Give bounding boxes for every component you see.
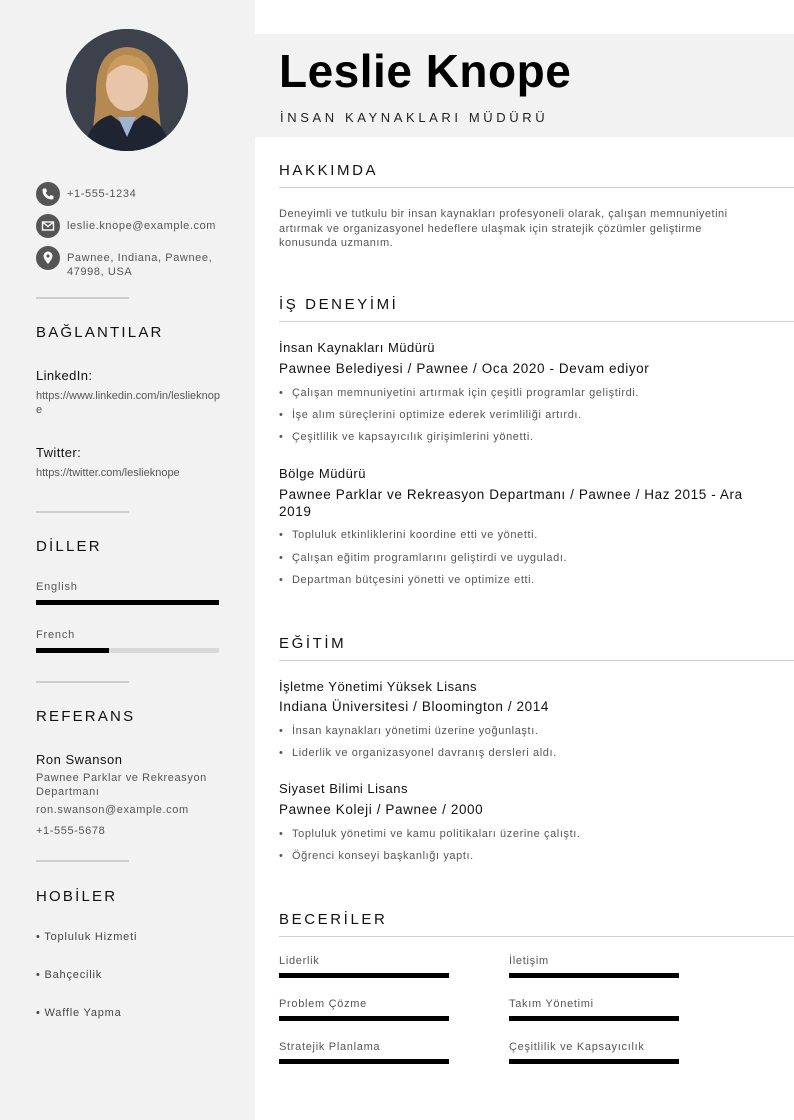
job-title: İNSAN KAYNAKLARI MÜDÜRÜ: [280, 110, 549, 125]
job-entry-subtitle: Pawnee Belediyesi / Pawnee / Oca 2020 - Devam ediyor: [279, 361, 650, 376]
job-entry-title: Bölge Müdürü: [279, 466, 366, 481]
sidebar: [0, 0, 255, 1120]
hobby-item: • Waffle Yapma: [36, 1007, 122, 1019]
profile-photo: [66, 29, 188, 151]
language-bar: [36, 600, 219, 605]
job-bullet: • Çalışan eğitim programlarını geliştirdi ve uyguladı.: [279, 552, 567, 564]
education-bullet: • Liderlik ve organizasyonel davranış dersleri aldı.: [279, 747, 557, 759]
skill-bar: [509, 1059, 679, 1064]
job-bullet: • Departman bütçesini yönetti ve optimize etti.: [279, 574, 535, 586]
education-bullet: • Topluluk yönetimi ve kamu politikaları üzerine çalıştı.: [279, 828, 581, 840]
reference-org: Pawnee Parklar ve Rekreasyon Departmanı: [36, 772, 207, 798]
divider: [36, 860, 129, 862]
section-rule: [279, 187, 794, 188]
job-bullet: • Çalışan memnuniyetini artırmak için çeşitli programlar geliştirdi.: [279, 387, 639, 399]
contact-email: [36, 214, 236, 238]
skill-name: Takım Yönetimi: [509, 998, 594, 1010]
twitter-label: Twitter:: [36, 445, 82, 460]
skill-name: Problem Çözme: [279, 998, 367, 1010]
education-entry-subtitle: Pawnee Koleji / Pawnee / 2000: [279, 802, 484, 817]
contact-address: [36, 246, 236, 279]
portrait-image: [66, 29, 188, 151]
skills-heading: BECERİLER: [279, 911, 388, 928]
job-bullet: • Topluluk etkinliklerini koordine etti ve yönetti.: [279, 529, 538, 541]
education-entry-title: İşletme Yönetimi Yüksek Lisans: [279, 679, 478, 694]
job-entry-title: İnsan Kaynakları Müdürü: [279, 340, 436, 355]
location-icon: [36, 246, 60, 270]
education-entry-subtitle: Indiana Üniversitesi / Bloomington / 2014: [279, 699, 549, 714]
language-bar-fill: [36, 648, 109, 653]
divider: [36, 297, 129, 299]
about-text: Deneyimli ve tutkulu bir insan kaynakları profesyoneli olarak, çalışan memnuniyetini artırmak ve organizasyonel hedeflere ulaşmak için stratejik çözümler geliştirme konusunda uzmanım.: [279, 208, 728, 249]
hobbies-heading: HOBİLER: [36, 888, 118, 905]
language-bar: [36, 648, 219, 653]
language-name: French: [36, 629, 76, 641]
skill-name: Liderlik: [279, 955, 320, 967]
reference-email: ron.swanson@example.com: [36, 804, 189, 816]
job-entry-subtitle: Pawnee Parklar ve Rekreasyon Departmanı / Pawnee / Haz 2015 - Ara 2019: [279, 487, 743, 519]
language-name: English: [36, 581, 78, 593]
skill-name: İletişim: [509, 955, 549, 967]
phone-icon: [36, 182, 60, 206]
experience-heading: İŞ DENEYİMİ: [279, 296, 399, 313]
full-name: Leslie Knope: [279, 45, 572, 97]
contact-list: [36, 182, 236, 287]
email-text: leslie.knope@example.com: [67, 220, 217, 232]
about-heading: HAKKIMDA: [279, 162, 379, 179]
skill-name: Stratejik Planlama: [279, 1041, 381, 1053]
contact-phone: [36, 182, 236, 206]
reference-name: Ron Swanson: [36, 752, 123, 767]
section-rule: [279, 936, 794, 937]
linkedin-label: LinkedIn:: [36, 368, 93, 383]
skill-bar: [279, 1016, 449, 1021]
reference-heading: REFERANS: [36, 708, 136, 725]
education-heading: EĞİTİM: [279, 635, 347, 652]
job-bullet: • Çeşitlilik ve kapsayıcılık girişimlerini yönetti.: [279, 431, 534, 443]
language-bar-fill: [36, 600, 219, 605]
address-text: Pawnee, Indiana, Pawnee, 47998, USA: [67, 252, 213, 278]
skill-bar: [279, 1059, 449, 1064]
skill-name: Çeşitlilik ve Kapsayıcılık: [509, 1041, 645, 1053]
skill-bar: [279, 973, 449, 978]
hobby-item: • Topluluk Hizmeti: [36, 931, 138, 943]
divider: [36, 681, 129, 683]
phone-text: +1-555-1234: [67, 188, 137, 200]
hobby-item: • Bahçecilik: [36, 969, 103, 981]
skill-bar: [509, 973, 679, 978]
email-icon: [36, 214, 60, 238]
links-heading: BAĞLANTILAR: [36, 324, 164, 341]
linkedin-link[interactable]: https://www.linkedin.com/in/leslieknope: [36, 390, 221, 416]
section-rule: [279, 321, 794, 322]
reference-phone: +1-555-5678: [36, 825, 106, 837]
education-entry-title: Siyaset Bilimi Lisans: [279, 781, 408, 796]
languages-heading: DİLLER: [36, 538, 102, 555]
section-rule: [279, 660, 794, 661]
education-bullet: • İnsan kaynakları yönetimi üzerine yoğunlaştı.: [279, 725, 539, 737]
twitter-link[interactable]: https://twitter.com/leslieknope: [36, 467, 180, 479]
skill-bar: [509, 1016, 679, 1021]
job-bullet: • İşe alım süreçlerini optimize ederek verimliliği artırdı.: [279, 409, 582, 421]
divider: [36, 511, 129, 513]
education-bullet: • Öğrenci konseyi başkanlığı yaptı.: [279, 850, 474, 862]
